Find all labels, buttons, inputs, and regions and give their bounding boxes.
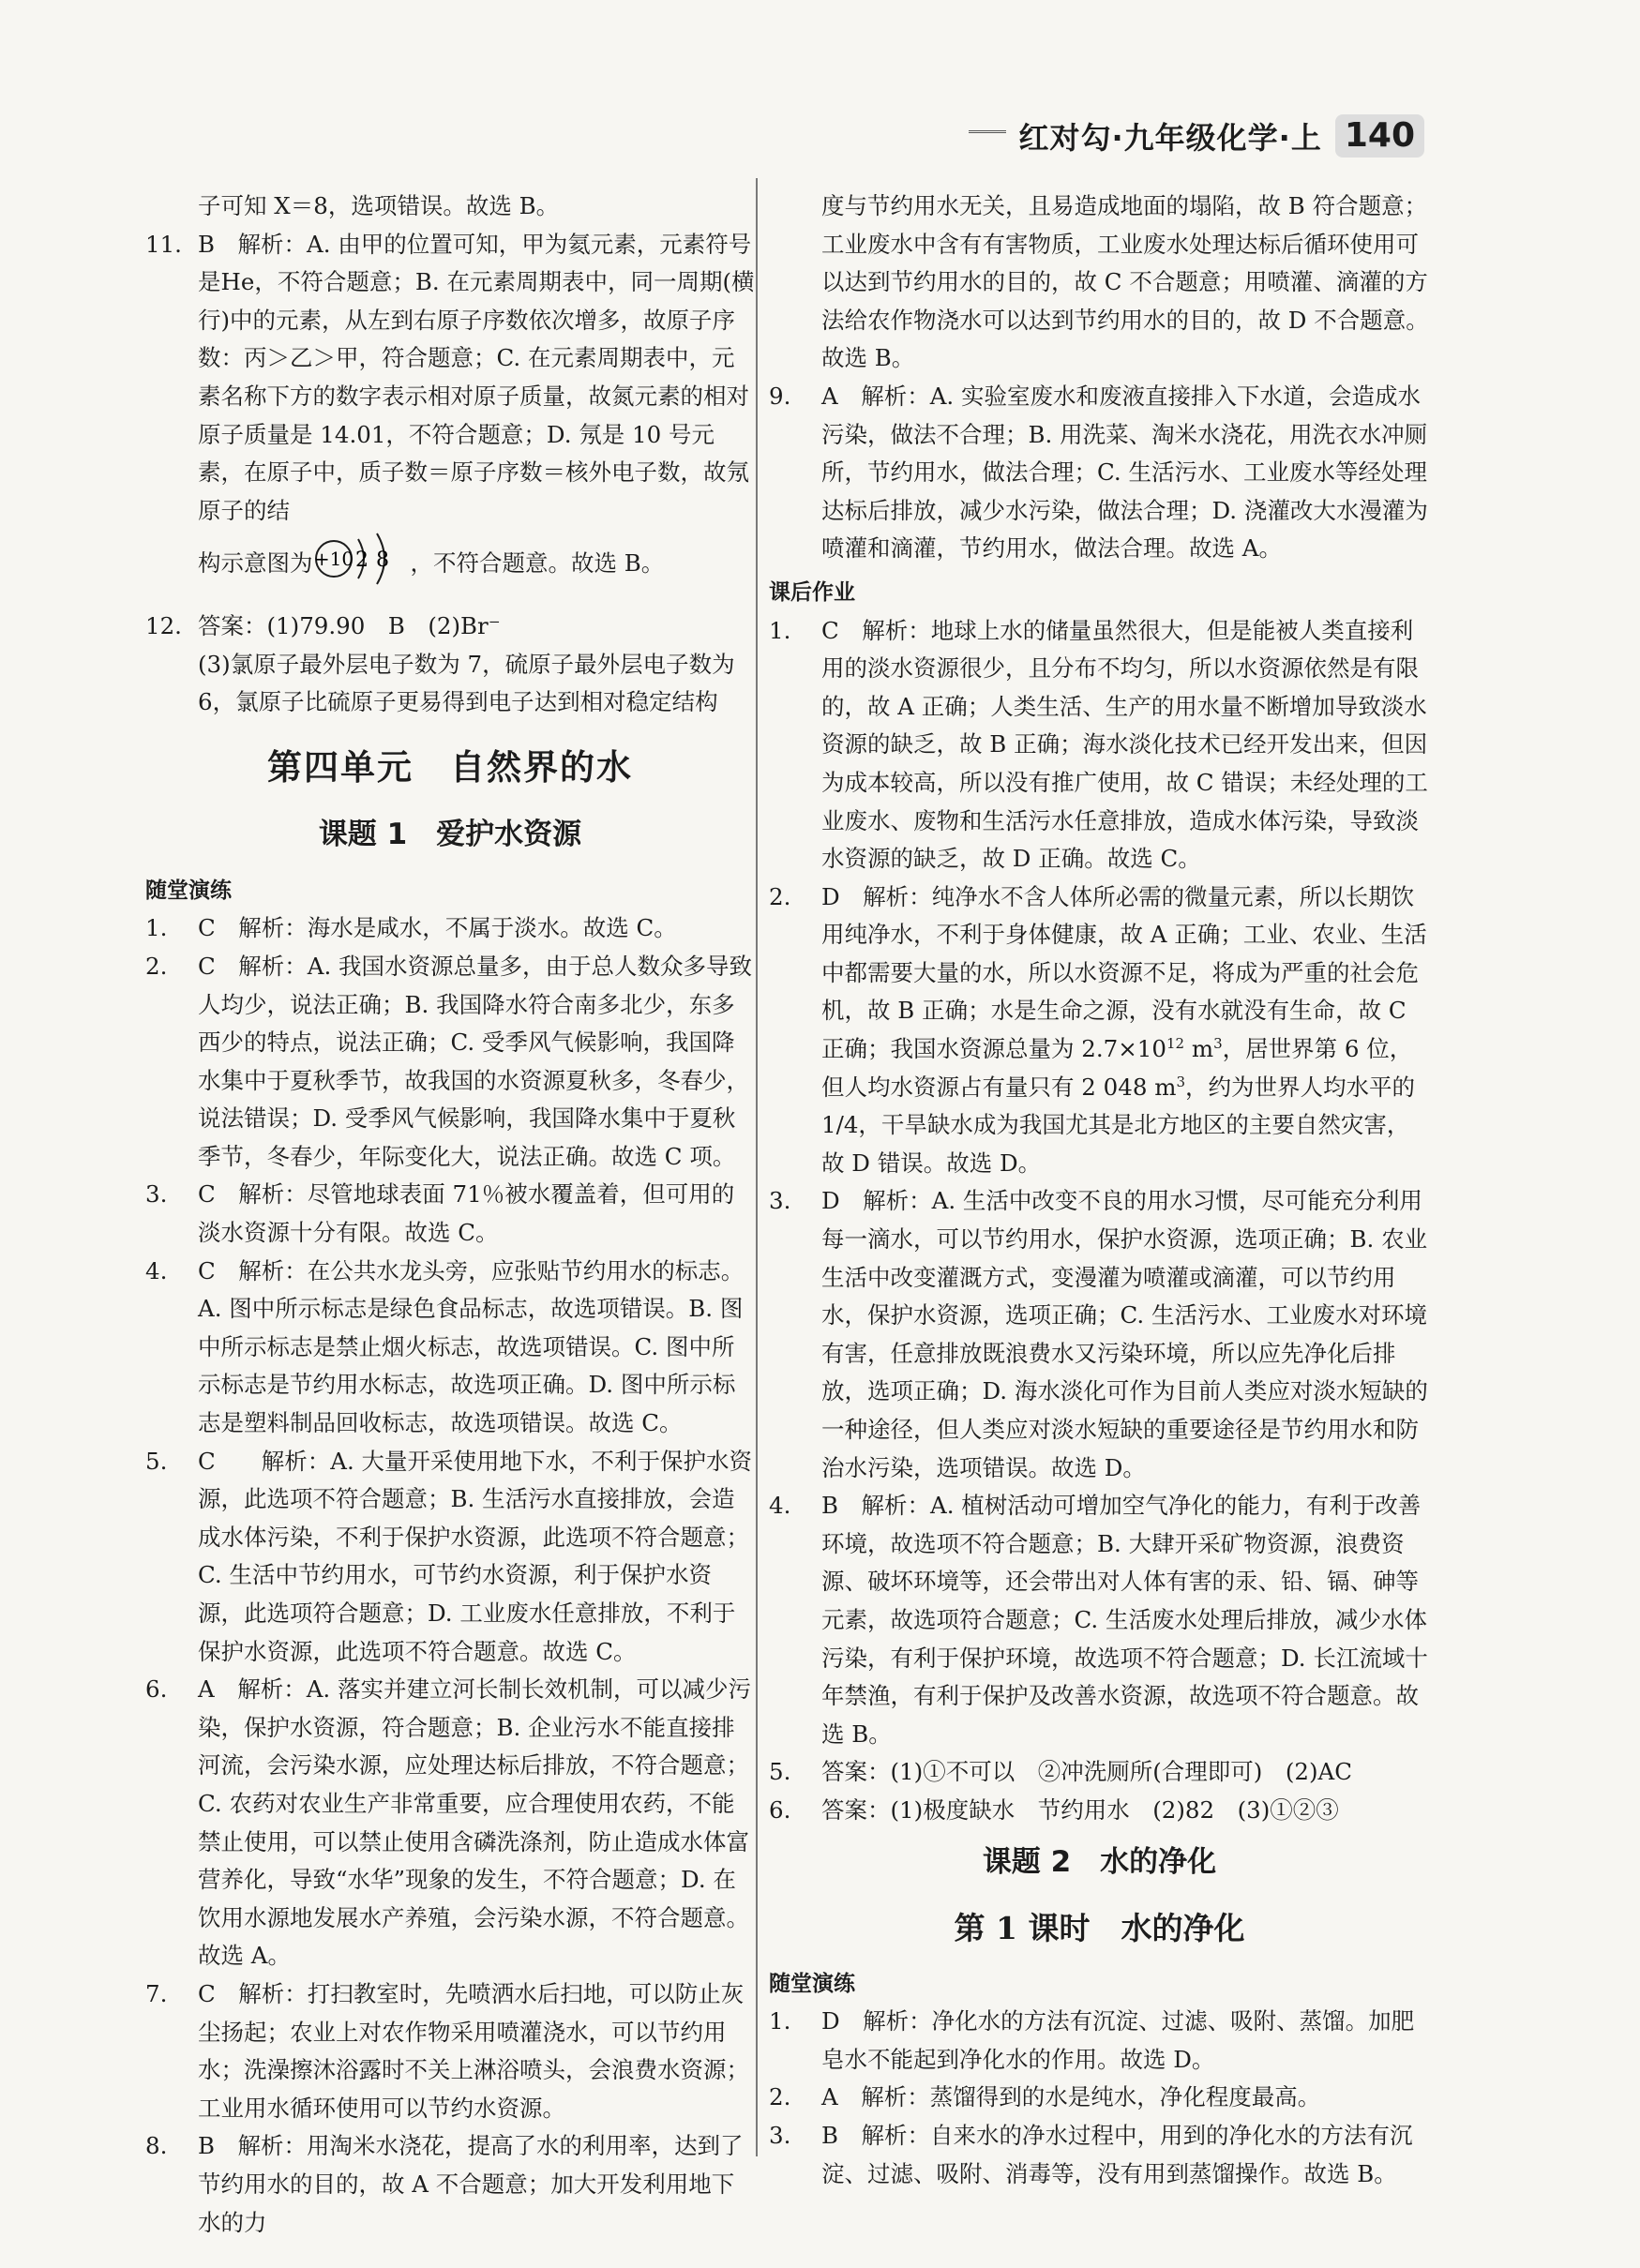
answer-item [145, 1253, 755, 1443]
answer-item [145, 948, 755, 1177]
answer-item [145, 1176, 755, 1252]
lesson-title: 课题 2 水的净化 [982, 1844, 1217, 1879]
item-text: B 解析：A. 植树活动可增加空气净化的能力，有利于改善环境，故选项不符合题意；B. 大肆开采矿物资源，浪费资源、破坏环境等，还会带出对人体有害的汞、铅、镉、砷等元素，故选项符合题意；C. 生活废水处理后排放，减少水体污染，有利于保护环境，故选项不符合题意；D. 长江流域十年禁渔，有利于保护及改善水资源，故选项不符合题意。故选 B。 [821, 1492, 1428, 1748]
item-number: 3. [769, 1187, 791, 1215]
item-number: 12. [145, 611, 182, 639]
item-number: 1. [145, 914, 168, 942]
item-text: (3)氯原子最外层电子数为 7，硫原子最外层电子数为 6，氯原子比硫原子更易得到电子达到相对稳定结构 [198, 650, 735, 716]
answer-item [769, 1792, 1430, 1830]
answer-item [769, 378, 1430, 568]
section-heading: 随堂演练 [769, 1971, 855, 1996]
item-text: D 解析：纯净水不含人体所必需的微量元素，所以长期饮用纯净水，不利于身体健康，故 A 正确；工业、农业、生活中都需要大量的水，所以水资源不足，将成为严重的社会危机，故 B 正确；水是生命之源，没有水就没有生命，故 C 正确；我国水资源总量为 2.7×10 [821, 882, 1427, 1063]
item-number: 5. [145, 1447, 168, 1475]
item-text: D 解析：A. 生活中改变不良的用水习惯，尽可能充分利用每一滴水，可以节约用水，保护水资源，选项正确；B. 农业生活中改变灌溉方式，变漫灌为喷灌或滴灌，可以节约用水，保护水资源，选项正确；C. 生活污水、工业废水对环境有害，任意排放既浪费水又污染环境，所以应先净化后排放，选项正确；D. 海水淡化可作为目前人类应对淡水短缺的一种途径，但人类应对淡水短缺的重要途径是节约用水和防治水污染，选项错误。故选 D。 [821, 1187, 1428, 1481]
item-number: 2. [769, 882, 791, 910]
unit-title: 第四单元 自然界的水 [267, 746, 633, 788]
item-number: 6. [145, 1675, 168, 1704]
item-text: A 解析：A. 落实并建立河长制长效机制，可以减少污染，保护水资源，符合题意；B. 企业污水不能直接排河流，会污染水源，应处理达标后排放，不符合题意；C. 农药对农业生产非常重要，应合理使用农药，不能禁止使用，可以禁止使用含磷洗涤剂，防止造成水体富营养化，导致“水华”现象的发生，不符合题意；D. 在饮用水源地发展水产养殖，会污染水源，不符合题意。故选 A。 [198, 1675, 751, 1970]
item-text: B 解析：用淘米水浇花，提高了水的利用率，达到了节约用水的目的，故 A 不合题意；加大开发利用地下水的力 [198, 2132, 744, 2236]
item-number: 4. [769, 1492, 791, 1520]
page-header [969, 114, 1424, 158]
continuation-text: 度与节约用水无关，且易造成地面的塌陷，故 B 符合题意；工业废水中含有有害物质，工业废水处理达标后循环使用可以达到节约用水的目的，故 C 不合题意；用喷灌、滴灌的方法给农作物浇水可以达到节约用水的目的，故 D 不合题意。故选 B。 [821, 192, 1429, 372]
item-number: 1. [769, 616, 791, 644]
shell-2-electrons: 8 [375, 548, 389, 573]
item-number: 11. [145, 230, 182, 258]
shell-1-electrons: 2 [354, 548, 369, 573]
answer-item [145, 1671, 755, 1975]
item-text: ，约为世界人均水平的 1/4，干旱缺水成为我国尤其是北方地区的主要自然灾害，故 D 错误。故选 D。 [821, 1073, 1415, 1177]
exponent: 3 [1213, 1034, 1223, 1052]
item-text: D 解析：净化水的方法有沉淀、过滤、吸附、蒸馏。加肥皂水不能起到净化水的作用。故选 D。 [821, 2007, 1415, 2073]
item-text: C 解析：尽管地球表面 71％被水覆盖着，但可用的淡水资源十分有限。故选 C。 [198, 1180, 735, 1247]
item-number: 4. [145, 1256, 168, 1284]
section-heading: 课后作业 [769, 579, 855, 605]
page-number: 140 [1335, 114, 1424, 158]
answer-item [145, 1443, 755, 1672]
item-text: 答案：(1)79.90 B (2)Br⁻ [198, 611, 501, 639]
answer-item [769, 2117, 1430, 2193]
item-text: A 解析：A. 实验室废水和废液直接排入下水道，会造成水污染，做法不合理；B. 用洗菜、淘米水浇花，用洗衣水冲厕所，节约用水，做法合理；C. 生活污水、工业废水等经处理达标后排放，减少水污染，做法合理；D. 浇灌改大水漫灌为喷灌和滴灌，节约用水，做法合理。故选 A。 [821, 382, 1428, 563]
lesson-title: 课题 1 爱护水资源 [318, 817, 582, 851]
continuation-text: 子可知 X＝8，选项错误。故选 B。 [198, 192, 560, 219]
diagram-prefix: 构示意图为 [198, 549, 313, 578]
item-text: C 解析：打扫教室时，先喷洒水后扫地，可以防止灰尘扬起；农业上对农作物采用喷灌浇水，可以节约用水；洗澡擦沐浴露时不关上淋浴喷头，会浪费水资源；工业用水循环使用可以节约水资源。 [198, 1979, 749, 2122]
item-number: 1. [769, 2007, 791, 2035]
answer-item [145, 2127, 755, 2242]
answer-item [145, 909, 755, 948]
header-decoration [969, 130, 1006, 143]
answer-item [769, 2003, 1430, 2079]
right-column [769, 188, 1430, 2193]
answer-item [145, 1975, 755, 2127]
item-text: A 解析：蒸馏得到的水是纯水，净化程度最高。 [821, 2083, 1321, 2111]
answer-item [769, 2079, 1430, 2117]
item-text: ，居世界第 6 位，但人均水资源占有量只有 2 048 m [821, 1035, 1413, 1101]
item-text: C 解析：在公共水龙头旁，应张贴节约用水的标志。A. 图中所示标志是绿色食品标志，故选项错误。B. 图中所示标志是禁止烟火标志，故选项错误。C. 图中所示标志是节约用水标志，故选项正确。D. 图中所示标志是塑料制品回收标志，故选项错误。故选 C。 [198, 1256, 745, 1437]
item-text: m [1184, 1035, 1214, 1063]
item-text: 答案：(1)①不可以 ②冲洗厕所(合理即可) (2)AC [821, 1758, 1352, 1786]
item-number: 7. [145, 1979, 168, 2007]
item-number: 5. [769, 1758, 791, 1786]
item-number: 3. [145, 1180, 168, 1209]
item-number: 2. [145, 952, 168, 980]
item-text: B 解析：A. 由甲的位置可知，甲为氦元素，元素符号是He，不符合题意；B. 在元素周期表中，同一周期(横行)中的元素，从左到右原子序数依次增多，故原子序数：丙＞乙＞甲，符合题意；C. 在元素周期表中，元素名称下方的数字表示相对原子质量，故氮元素的相对原子质量是 14.01，不符合题意；D. 氖是 10 号元素，在原子中，质子数＝原子序数＝核外电子数，故氖原子的结 [198, 230, 755, 524]
item-number: 3. [769, 2121, 791, 2149]
lesson-subtitle: 第 1 课时 水的净化 [954, 1909, 1245, 1946]
answer-item [145, 226, 755, 600]
column-divider [756, 178, 758, 2156]
answer-item [145, 608, 755, 722]
exponent: 3 [1176, 1073, 1185, 1090]
section-heading: 随堂演练 [145, 878, 232, 903]
nucleus-label: +10 [313, 548, 354, 571]
item-text: C 解析：A. 我国水资源总量多，由于总人数众多导致人均少，说法正确；B. 我国降水符合南多北少，东多西少的特点，说法正确；C. 受季风气候影响，我国降水集中于夏秋季节，故我国的水资源夏秋多，冬春少，说法错误；D. 受季风气候影响，我国降水集中于夏秋季节，冬春少，年际变化大，说法正确。故选 C 项。 [198, 952, 753, 1170]
answer-item [769, 1487, 1430, 1753]
book-title: 红对勾·九年级化学·上 [1018, 120, 1322, 156]
answer-item [769, 1753, 1430, 1792]
answer-item [769, 612, 1430, 879]
answer-item [769, 1182, 1430, 1487]
diagram-suffix: ，不符合题意。故选 B。 [410, 549, 665, 578]
item-text: 答案：(1)极度缺水 节约用水 (2)82 (3)①②③ [821, 1795, 1339, 1824]
left-column [145, 188, 755, 2242]
item-number: 8. [145, 2132, 168, 2160]
answer-item [769, 879, 1430, 1183]
item-text: B 解析：自来水的净水过程中，用到的净化水的方法有沉淀、过滤、吸附、消毒等，没有用到蒸馏操作。故选 B。 [821, 2121, 1413, 2187]
item-text: C 解析：地球上水的储量虽然很大，但是能被人类直接利用的淡水资源很少，且分布不均匀，所以水资源依然是有限的，故 A 正确；人类生活、生产的用水量不断增加导致淡水资源的缺乏，故 B 正确；海水淡化技术已经开发出来，但因为成本较高，所以没有推广使用，故 C 错误；未经处理的工业废水、废物和生活污水任意排放，造成水体污染，导致淡水资源的缺乏，故 D 正确。故选 C。 [821, 616, 1428, 873]
item-text: C 解析：海水是咸水，不属于淡水。故选 C。 [198, 914, 677, 942]
item-number: 2. [769, 2083, 791, 2111]
item-text: C 解析：A. 大量开采使用地下水，不利于保护水资源，此选项不符合题意；B. 生活污水直接排放，会造成水体污染，不利于保护水资源，此选项不符合题意；C. 生活中节约用水，可节约水资源，利于保护水资源，此选项符合题意；D. 工业废水任意排放，不利于保护水资源，此选项不符合题意。故选 C。 [198, 1447, 753, 1665]
neon-atom-structure-diagram [313, 530, 411, 600]
item-number: 6. [769, 1795, 791, 1824]
exponent: 12 [1166, 1034, 1185, 1052]
item-number: 9. [769, 382, 791, 410]
